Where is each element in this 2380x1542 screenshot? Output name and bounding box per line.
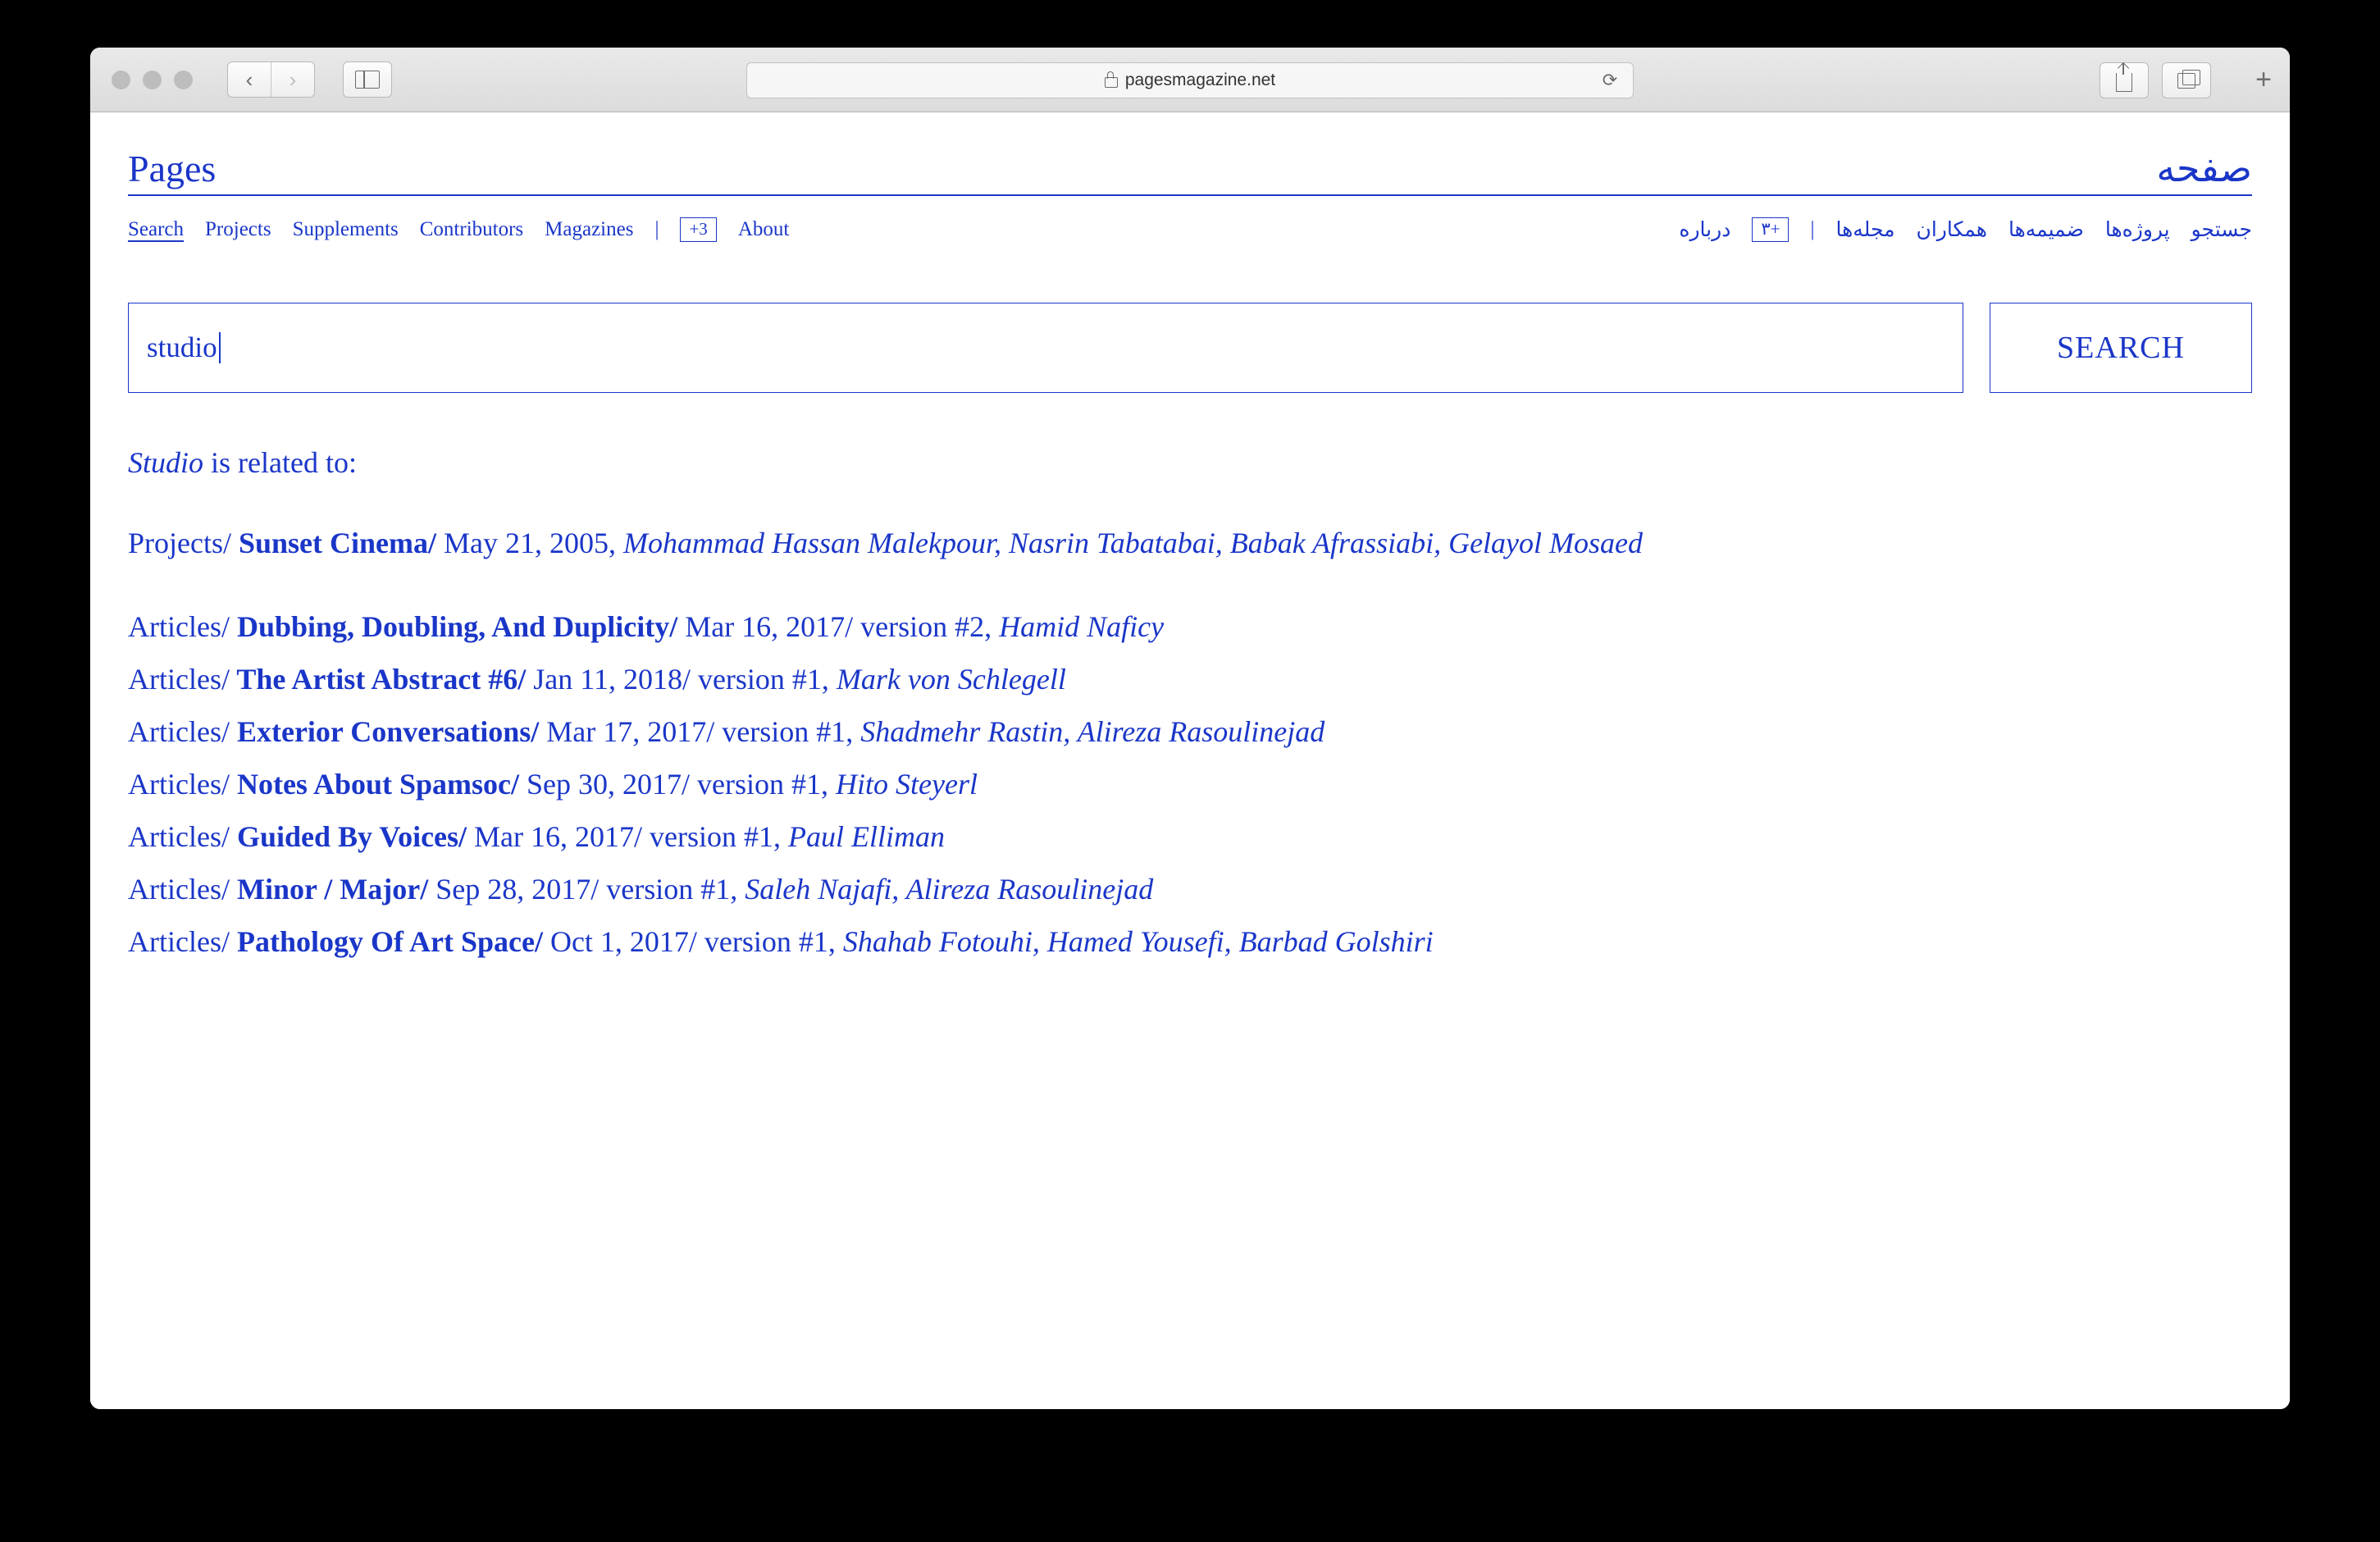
page-title: Pages [128,148,217,189]
result-authors: Mohammad Hassan Malekpour, Nasrin Tabatabai, Babak Afrassiabi, Gelayol Mosaed [616,527,1644,559]
result-authors: Mark von Schlegell [828,663,1066,696]
nav-separator: | [654,218,659,240]
result-meta: Jan 11, 2018/ version #1, [526,663,829,696]
result-title[interactable]: Sunset Cinema/ [230,527,437,559]
result-title[interactable]: Notes About Spamsoc/ [229,768,520,801]
close-window-button[interactable] [112,71,130,89]
results-section [128,393,2252,959]
list-item[interactable] [128,526,2252,560]
page-title-farsi: صفحه [2156,148,2252,189]
text-caret [219,332,221,363]
result-title[interactable]: The Artist Abstract #6/ [229,663,527,696]
lock-icon [1105,77,1118,88]
main-navigation [128,217,2252,242]
result-authors: Hito Steyerl [828,768,978,801]
url-text: pagesmagazine.net [1124,71,1276,89]
result-meta: Sep 30, 2017/ version #1, [519,768,828,801]
result-category: Articles/ [128,873,230,906]
list-item[interactable] [128,662,2252,696]
result-title[interactable]: Dubbing, Doubling, And Duplicity/ [229,610,678,643]
sidebar-toggle-button[interactable] [343,62,392,98]
result-meta: Mar 16, 2017/ version #2, [677,610,992,643]
result-category: Articles/ [128,925,230,958]
result-title[interactable]: Exterior Conversations/ [229,715,540,748]
minimize-window-button[interactable] [143,71,162,89]
result-category: Projects/ [128,527,231,559]
list-item[interactable] [128,819,2252,854]
list-item[interactable] [128,767,2252,801]
nav-more-chip-fa[interactable]: +۳ [1752,217,1789,242]
result-title[interactable]: Guided By Voices/ [229,820,467,853]
search-input[interactable] [128,303,1963,393]
nav-item-magazines[interactable]: Magazines [545,218,634,240]
nav-more-chip[interactable]: +3 [680,217,716,242]
back-icon[interactable]: ‹ [245,66,253,92]
list-item[interactable] [128,609,2252,644]
result-meta: Mar 16, 2017/ version #1, [467,820,782,853]
result-title[interactable]: Minor / Major/ [229,873,429,906]
result-meta: Oct 1, 2017/ version #1, [542,925,836,958]
site-header [128,112,2252,196]
result-meta: Mar 17, 2017/ version #1, [539,715,854,748]
related-term: Studio [128,446,204,479]
address-bar[interactable] [746,62,1634,98]
result-category: Articles/ [128,820,230,853]
result-authors: Saleh Najafi, Alireza Rasoulinejad [737,873,1154,906]
result-authors: Paul Elliman [781,820,946,853]
sidebar-icon [355,71,380,89]
result-authors: Shahab Fotouhi, Hamed Yousefi, Barbad Golshiri [835,925,1434,958]
search-button[interactable]: SEARCH [1990,303,2252,393]
result-meta: Sep 28, 2017/ version #1, [428,873,738,906]
list-item[interactable] [128,924,2252,959]
nav-item-projects-fa[interactable]: پروژه‌ها [2104,219,2170,241]
nav-left-group [128,217,789,242]
result-category: Articles/ [128,610,230,643]
nav-item-about-fa[interactable]: درباره [1679,219,1731,241]
nav-right-group [1679,217,2252,242]
nav-item-search-fa[interactable]: جستجو [2191,219,2252,241]
result-title[interactable]: Pathology Of Art Space/ [229,925,543,958]
list-item[interactable] [128,714,2252,749]
nav-item-contributors[interactable]: Contributors [419,218,524,240]
result-category: Articles/ [128,715,230,748]
new-tab-icon[interactable]: + [2255,64,2272,95]
nav-item-supplements-fa[interactable]: ضمیمه‌ها [2008,219,2084,241]
maximize-window-button[interactable] [174,71,193,89]
nav-separator-fa: | [1810,218,1815,240]
page-content [90,112,2290,1409]
nav-item-about[interactable]: About [737,218,790,240]
browser-titlebar [90,48,2290,112]
nav-item-projects[interactable]: Projects [205,218,271,240]
related-text: is related to: [203,446,357,479]
nav-item-contributors-fa[interactable]: همکاران [1916,219,1987,241]
tabs-icon [2177,73,2195,89]
window-controls[interactable] [112,71,193,89]
share-icon [2116,73,2132,92]
share-button[interactable] [2100,62,2149,98]
result-authors: Shadmehr Rastin, Alireza Rasoulinejad [853,715,1325,748]
result-meta: May 21, 2005, [436,527,617,559]
browser-window [90,48,2290,1409]
list-item[interactable] [128,872,2252,906]
nav-item-magazines-fa[interactable]: مجله‌ها [1835,219,1895,241]
related-heading [128,445,2252,480]
forward-icon[interactable]: › [271,62,314,97]
search-row [128,303,2252,393]
result-category: Articles/ [128,768,230,801]
reload-icon[interactable]: ⟳ [1602,70,1618,90]
navigation-buttons [227,62,315,98]
toolbar-right-buttons [2100,62,2211,98]
search-input-value: studio [147,331,217,363]
nav-item-search[interactable]: Search [128,218,185,240]
show-tabs-button[interactable] [2162,62,2211,98]
nav-item-supplements[interactable]: Supplements [292,218,399,240]
result-category: Articles/ [128,663,230,696]
result-authors: Hamid Naficy [992,610,1165,643]
